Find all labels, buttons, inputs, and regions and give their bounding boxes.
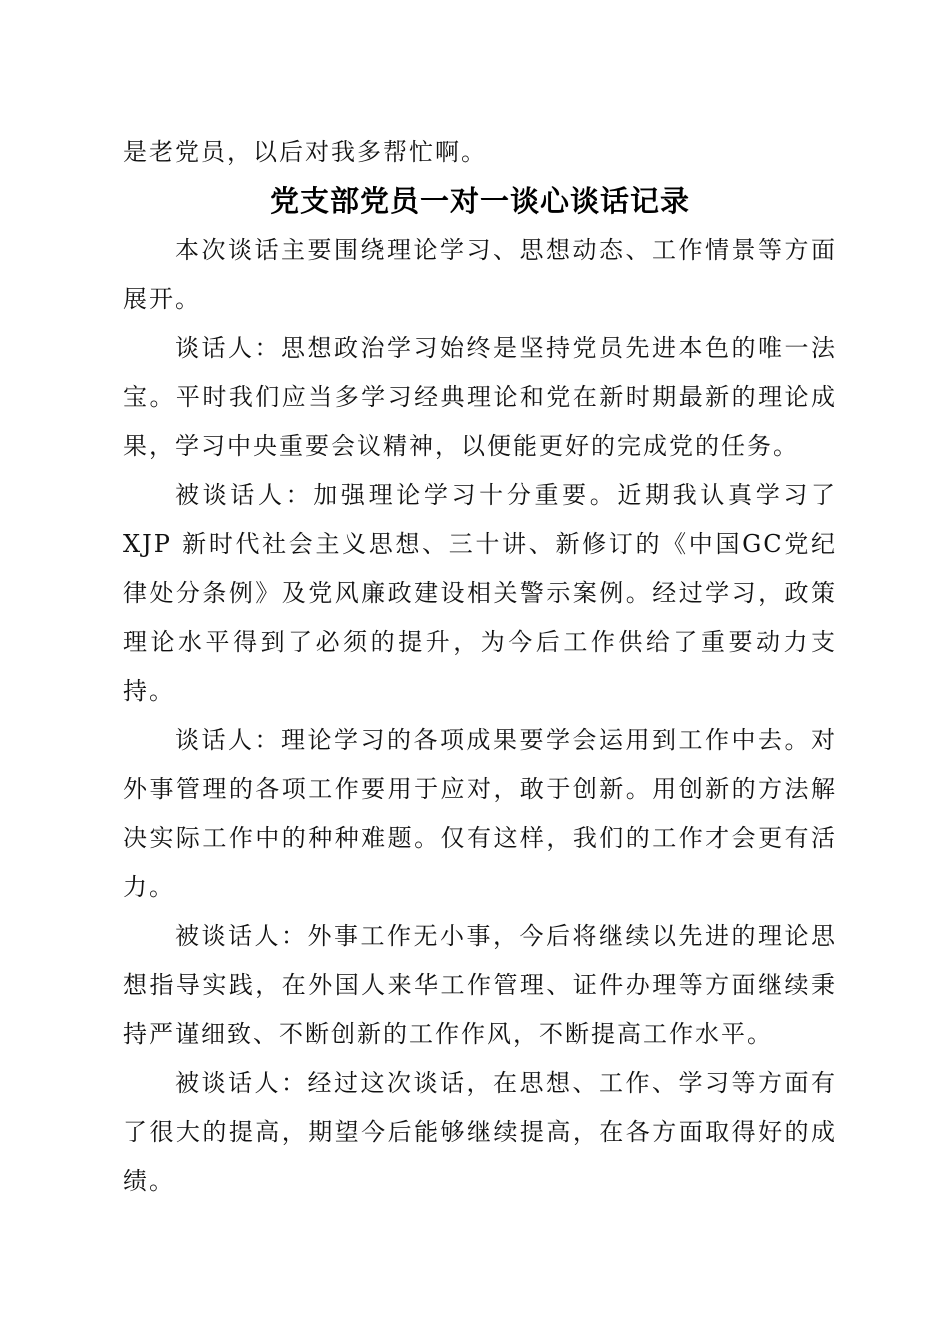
paragraph-interviewer-2: 谈话人：理论学习的各项成果要学会运用到工作中去。对外事管理的各项工作要用于应对，敢于创新。用创新的方法解决实际工作中的种种难题。仅有这样，我们的工作才会更有活力。 xyxy=(123,726,837,901)
document-title: 党支部党员一对一谈心谈话记录 xyxy=(269,184,690,218)
paragraph-interviewee-2: 被谈话人：外事工作无小事，今后将继续以先进的理论思想指导实践，在外国人来华工作管理、证件办理等方面继续秉持严谨细致、不断创新的工作作风，不断提高工作水平。 xyxy=(123,922,837,1048)
paragraph-interviewee-1: 被谈话人：加强理论学习十分重要。近期我认真学习了 XJP 新时代社会主义思想、三十讲、新修订的《中国GC党纪律处分条例》及党风廉政建设相关警示案例。经过学习，政策理论水平得到了必须的提升，为今后工作供给了重要动力支持。 xyxy=(123,481,837,705)
paragraph-interviewer-1: 谈话人：思想政治学习始终是坚持党员先进本色的唯一法宝。平时我们应当多学习经典理论和党在新时期最新的理论成果，学习中央重要会议精神，以便能更好的完成党的任务。 xyxy=(123,334,837,460)
document-body xyxy=(123,128,837,1206)
paragraph-intro: 本次谈话主要围绕理论学习、思想动态、工作情景等方面展开。 xyxy=(123,236,837,313)
carry-over-line: 是老党员，以后对我多帮忙啊。 xyxy=(123,138,487,166)
paragraph-interviewee-3: 被谈话人：经过这次谈话，在思想、工作、学习等方面有了很大的提高，期望今后能够继续提高，在各方面取得好的成绩。 xyxy=(123,1069,837,1195)
